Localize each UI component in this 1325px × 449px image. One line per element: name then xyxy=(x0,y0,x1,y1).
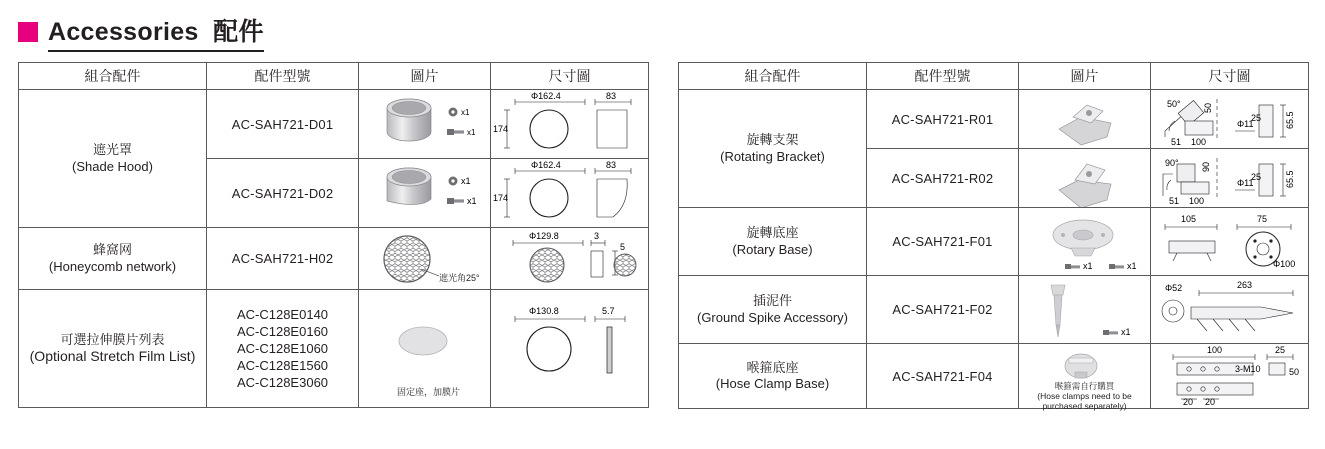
hose-clamp-note-en: (Hose clamps need to be purchased separately) xyxy=(1037,391,1132,412)
row-label-zh: 蜂窩网 xyxy=(92,242,132,258)
svg-text:x1: x1 xyxy=(1127,260,1137,271)
product-photo-film xyxy=(359,290,491,408)
row-label-zh: 可選拉伸膜片列表 xyxy=(60,331,165,347)
dimension-drawing-bracket-r01 xyxy=(1151,90,1309,149)
model-code: AC-SAH721-D01 xyxy=(207,90,359,159)
column-header-picture: 圖片 xyxy=(359,63,491,90)
row-label-hose-clamp-base xyxy=(679,344,867,409)
table-row xyxy=(19,90,649,159)
dimension-drawing-rotary-base xyxy=(1151,208,1309,276)
table-row xyxy=(679,276,1309,344)
dimension-drawing-shade-hood-d02 xyxy=(491,159,649,228)
model-code: AC-SAH721-D02 xyxy=(207,159,359,228)
svg-text:x1: x1 xyxy=(467,196,477,206)
hose-clamp-note-zh: 喉箍需自行購買 xyxy=(1054,381,1115,391)
row-label-en: (Shade Hood) xyxy=(72,158,153,174)
model-code: AC-SAH721-F01 xyxy=(867,208,1019,276)
dim-angle: 90° xyxy=(1165,157,1179,168)
model-code: AC-C128E1060 xyxy=(236,340,329,356)
row-label-en: (Hose Clamp Base) xyxy=(715,376,830,391)
dim-f: 65.5 xyxy=(1285,110,1295,129)
dim-thickness: 5.7 xyxy=(602,305,615,316)
dim-c: 100 xyxy=(1189,195,1205,206)
dimension-drawing-hose-clamp xyxy=(1151,344,1309,409)
column-header-dimension: 尺寸圖 xyxy=(1151,63,1309,90)
svg-text:x1: x1 xyxy=(467,128,476,137)
row-label-en: (Honeycomb network) xyxy=(48,258,177,274)
dim-e: 25 xyxy=(1251,112,1262,123)
dim-angle: 50° xyxy=(1167,98,1181,109)
dim-diameter: Φ162.4 xyxy=(531,91,561,101)
product-photo-honeycomb xyxy=(359,228,491,290)
dim-b: 51 xyxy=(1169,195,1180,206)
dim-b: 263 xyxy=(1237,279,1253,290)
dim-d: Φ11 xyxy=(1237,177,1254,188)
column-header-assembly: 組合配件 xyxy=(679,63,867,90)
product-photo-shade-hood-d01 xyxy=(359,90,491,159)
table-row xyxy=(679,208,1309,276)
accessories-table-left xyxy=(18,62,649,408)
column-header-model: 配件型號 xyxy=(867,63,1019,90)
dim-f: 20 xyxy=(1205,397,1216,407)
row-label-shade-hood xyxy=(19,90,207,228)
dim-a: 100 xyxy=(1207,345,1223,355)
dimension-drawing-shade-hood-d01 xyxy=(491,90,649,159)
model-code: AC-SAH721-R02 xyxy=(867,149,1019,208)
dim-b: 25 xyxy=(1275,345,1286,355)
row-label-en: (Ground Spike Accessory) xyxy=(696,309,848,325)
svg-text:x1: x1 xyxy=(1121,326,1131,337)
dim-thickness: 3 xyxy=(594,230,600,241)
dim-a-label: 90 xyxy=(1201,161,1211,172)
model-code: AC-SAH721-H02 xyxy=(207,228,359,290)
dim-e: 25 xyxy=(1251,171,1262,182)
page-title-text xyxy=(48,12,264,52)
row-label-rotary-base xyxy=(679,208,867,276)
dim-diameter: Φ129.8 xyxy=(529,230,559,241)
page-title-zh: 配件 xyxy=(213,18,264,46)
table-header-row xyxy=(19,63,649,90)
row-label-rotating-bracket xyxy=(679,90,867,208)
dim-d: 50 xyxy=(1289,367,1300,377)
product-photo-ground-spike xyxy=(1019,276,1151,344)
dim-diameter: Φ130.8 xyxy=(529,305,559,316)
row-label-zh: 喉箍底座 xyxy=(746,359,799,375)
row-label-film-list xyxy=(19,290,207,408)
dim-e: 20 xyxy=(1183,397,1194,407)
svg-text:x1: x1 xyxy=(461,176,471,186)
dim-width: 83 xyxy=(606,91,617,101)
column-header-assembly: 組合配件 xyxy=(19,63,207,90)
page-title-en: Accessories xyxy=(48,18,199,46)
table-row xyxy=(19,228,649,290)
page-title xyxy=(18,12,264,52)
row-label-zh: 遮光罩 xyxy=(92,142,132,158)
svg-text:x1: x1 xyxy=(1083,260,1093,271)
dim-c: 3-M10 xyxy=(1235,364,1261,374)
table-header-row xyxy=(679,63,1309,90)
row-label-ground-spike xyxy=(679,276,867,344)
table-row xyxy=(679,344,1309,409)
model-code: AC-C128E1560 xyxy=(236,358,329,374)
row-label-zh: 插泥件 xyxy=(752,293,792,309)
model-code: AC-C128E0160 xyxy=(236,323,329,339)
dim-b: 51 xyxy=(1171,136,1182,147)
dim-diameter: Φ162.4 xyxy=(531,160,561,170)
column-header-model: 配件型號 xyxy=(207,63,359,90)
model-code: AC-SAH721-F02 xyxy=(867,276,1019,344)
row-label-zh: 旋轉支架 xyxy=(746,132,799,148)
dimension-drawing-bracket-r02 xyxy=(1151,149,1309,208)
row-label-zh: 旋轉底座 xyxy=(746,225,799,241)
row-label-en: (Optional Stretch Film List) xyxy=(29,347,196,364)
dim-a: 105 xyxy=(1181,213,1197,224)
dim-a: Φ52 xyxy=(1165,282,1183,293)
dim-width: 83 xyxy=(606,160,617,170)
column-header-picture: 圖片 xyxy=(1019,63,1151,90)
dim-b: 75 xyxy=(1257,213,1268,224)
hose-clamp-note xyxy=(1019,381,1150,412)
model-code: AC-C128E3060 xyxy=(236,375,329,391)
row-label-en: (Rotary Base) xyxy=(732,241,813,257)
dimension-drawing-ground-spike xyxy=(1151,276,1309,344)
product-photo-rotary-base xyxy=(1019,208,1151,276)
row-label-en: (Rotating Bracket) xyxy=(720,148,825,164)
model-code: AC-C128E0140 xyxy=(236,306,329,322)
table-row xyxy=(19,290,649,408)
dimension-drawing-film xyxy=(491,290,649,408)
dim-f: 65.5 xyxy=(1285,169,1295,188)
product-photo-bracket-r01 xyxy=(1019,90,1151,149)
model-code: AC-SAH721-F04 xyxy=(867,344,1019,409)
accessories-table-right xyxy=(678,62,1309,412)
dim-height: 174 xyxy=(493,124,509,134)
model-code: AC-SAH721-R01 xyxy=(867,90,1019,149)
dim-c: 100 xyxy=(1191,136,1207,147)
table-row xyxy=(679,90,1309,149)
product-photo-shade-hood-d02 xyxy=(359,159,491,228)
dim-a-label: 50 xyxy=(1203,102,1213,113)
film-note: 固定座，加膜片 xyxy=(397,386,461,397)
model-code-list xyxy=(207,290,359,408)
dim-d: Φ11 xyxy=(1237,118,1254,129)
dim-c: Φ100 xyxy=(1273,258,1296,269)
dim-height: 174 xyxy=(493,193,509,203)
dim-depth: 5 xyxy=(620,241,626,252)
product-photo-bracket-r02 xyxy=(1019,149,1151,208)
bullet-square-icon xyxy=(18,22,38,42)
svg-text:x1: x1 xyxy=(461,108,470,117)
row-label-honeycomb xyxy=(19,228,207,290)
dimension-drawing-honeycomb xyxy=(491,228,649,290)
product-photo-hose-clamp xyxy=(1019,344,1151,412)
column-header-dimension: 尺寸圖 xyxy=(491,63,649,90)
shade-angle-label: 遮光角25° xyxy=(439,272,480,283)
